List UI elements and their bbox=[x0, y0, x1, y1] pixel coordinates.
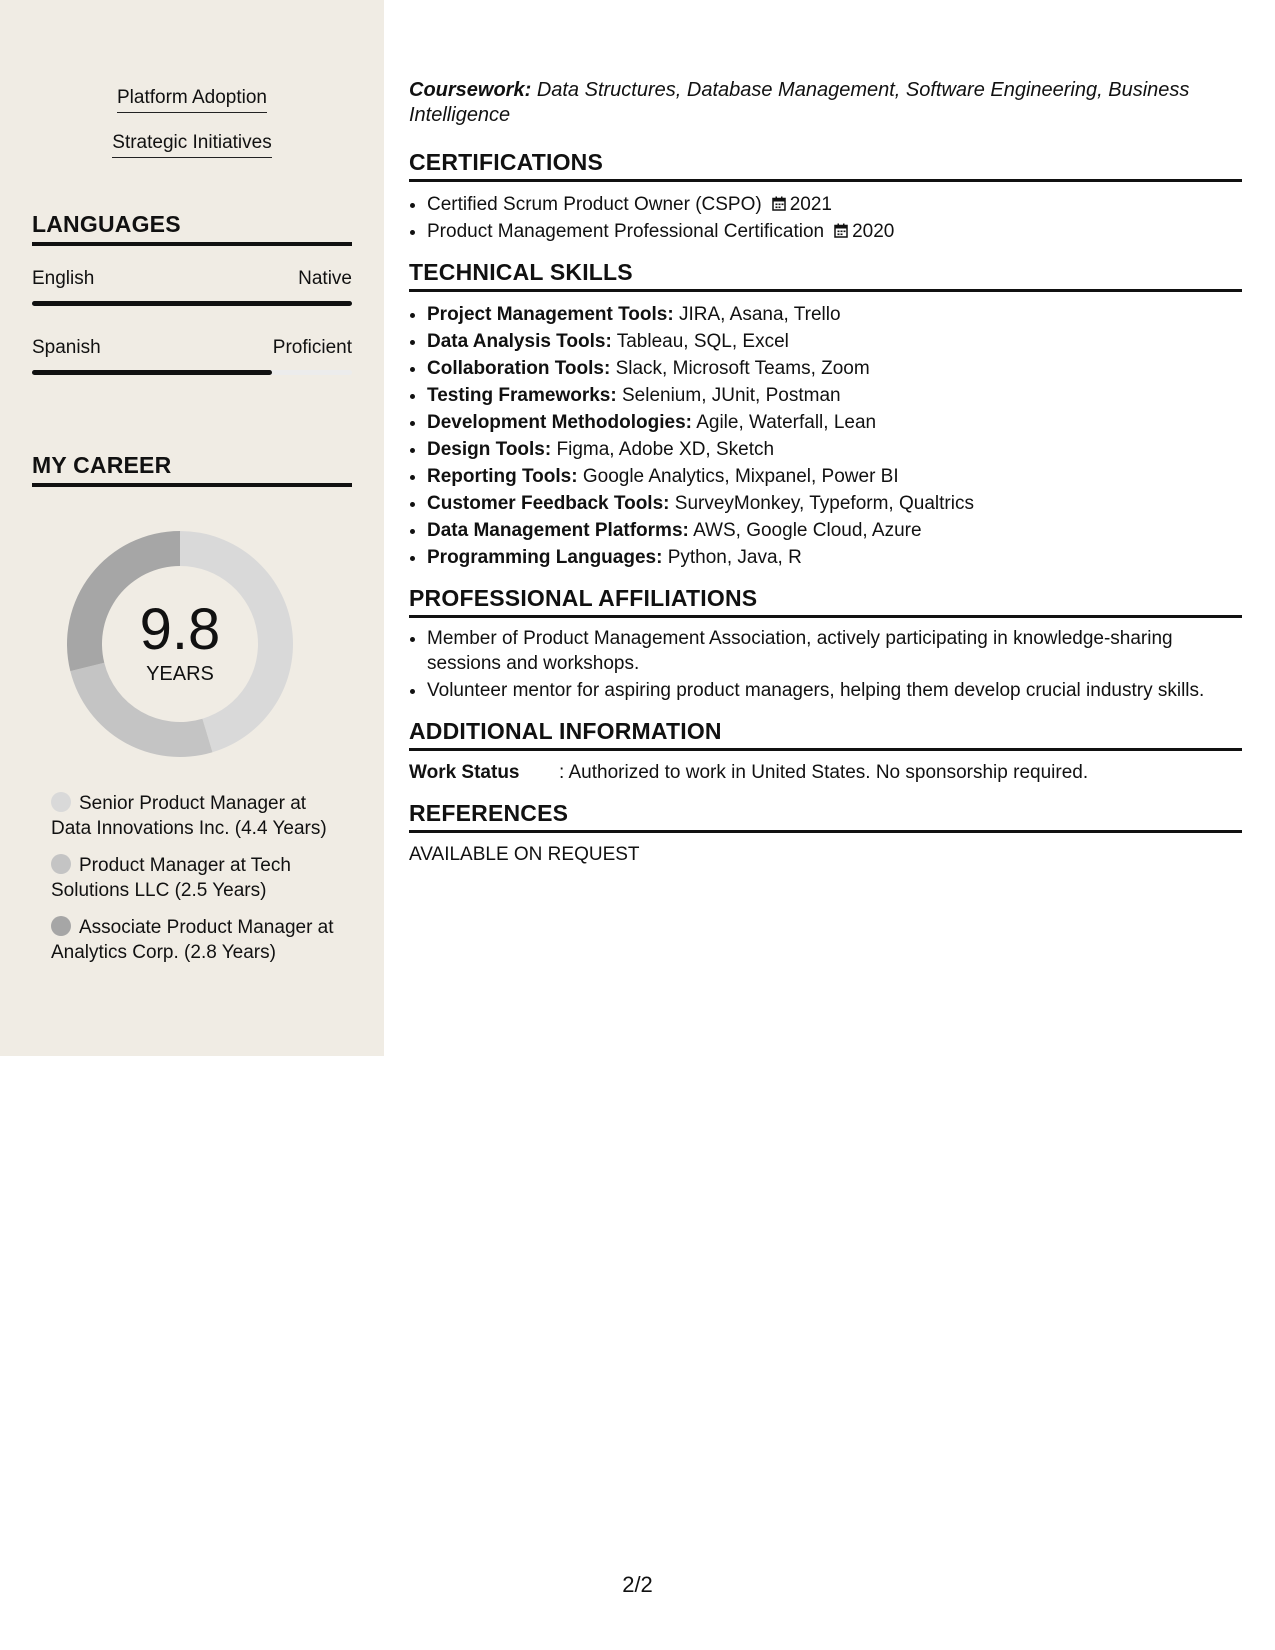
career-total bbox=[67, 598, 293, 686]
language-level: Proficient bbox=[272, 337, 352, 358]
main-content bbox=[409, 78, 1242, 868]
certification-year: 2020 bbox=[852, 221, 895, 242]
skill-item bbox=[427, 355, 1242, 382]
certifications-heading: CERTIFICATIONS bbox=[409, 149, 1242, 182]
certification-item bbox=[427, 218, 1242, 245]
career-label: Senior Product Manager at Data Innovations Inc. (4.4 Years) bbox=[51, 793, 327, 839]
skill-item bbox=[427, 409, 1242, 436]
career-total-number: 9.8 bbox=[139, 597, 221, 662]
legend-dot bbox=[51, 854, 71, 874]
skill-label: Collaboration Tools: bbox=[427, 358, 611, 379]
skill-tags bbox=[0, 86, 384, 176]
skill-value: Tableau, SQL, Excel bbox=[616, 331, 789, 352]
certification-year: 2021 bbox=[789, 194, 832, 215]
certification-name: Certified Scrum Product Owner (CSPO) bbox=[427, 194, 762, 215]
certification-name: Product Management Professional Certification bbox=[427, 221, 825, 242]
coursework-label: Coursework: bbox=[409, 79, 532, 101]
skill-value: Google Analytics, Mixpanel, Power BI bbox=[582, 466, 899, 487]
skill-label: Programming Languages: bbox=[427, 547, 663, 568]
coursework bbox=[409, 78, 1242, 127]
skill-value: JIRA, Asana, Trello bbox=[678, 304, 841, 325]
affiliation-item: • Volunteer mentor for aspiring product managers, helping them develop crucial industry skills. bbox=[427, 679, 1242, 704]
skill-value: Agile, Waterfall, Lean bbox=[696, 412, 877, 433]
career-total-unit: YEARS bbox=[146, 663, 214, 685]
affiliations-heading: PROFESSIONAL AFFILIATIONS bbox=[409, 585, 1242, 618]
skill-item bbox=[427, 517, 1242, 544]
calendar-icon bbox=[772, 196, 786, 211]
career-legend-item bbox=[51, 854, 341, 903]
certifications-list bbox=[409, 191, 1242, 245]
skill-label: Development Methodologies: bbox=[427, 412, 692, 433]
languages-heading: LANGUAGES bbox=[32, 211, 352, 246]
work-status-value: : Authorized to work in United States. No sponsorship required. bbox=[559, 761, 1089, 783]
technical-skills-heading: TECHNICAL SKILLS bbox=[409, 259, 1242, 292]
skill-label: Customer Feedback Tools: bbox=[427, 493, 670, 514]
skill-label: Design Tools: bbox=[427, 439, 552, 460]
skill-item bbox=[427, 328, 1242, 355]
skill-label: Data Management Platforms: bbox=[427, 520, 689, 541]
legend-dot bbox=[51, 916, 71, 936]
skill-label: Project Management Tools: bbox=[427, 304, 674, 325]
skill-tag: Strategic Initiatives bbox=[112, 131, 271, 158]
work-status-label: Work Status bbox=[409, 761, 520, 783]
technical-skills-list bbox=[409, 301, 1242, 571]
skill-item bbox=[427, 544, 1242, 571]
career-heading: MY CAREER bbox=[32, 452, 352, 487]
skill-item bbox=[427, 490, 1242, 517]
skill-value: SurveyMonkey, Typeform, Qualtrics bbox=[674, 493, 974, 514]
skill-value: Figma, Adobe XD, Sketch bbox=[556, 439, 775, 460]
career-label: Product Manager at Tech Solutions LLC (2.5 Years) bbox=[51, 855, 291, 901]
language-name: English bbox=[32, 268, 95, 289]
page-number: 2/2 bbox=[622, 1572, 653, 1597]
skill-value: Slack, Microsoft Teams, Zoom bbox=[615, 358, 870, 379]
skill-label: Testing Frameworks: bbox=[427, 385, 617, 406]
skill-item bbox=[427, 301, 1242, 328]
legend-dot bbox=[51, 792, 71, 812]
work-status-row bbox=[409, 760, 1242, 786]
career-legend bbox=[51, 792, 341, 978]
career-legend-item bbox=[51, 792, 341, 841]
affiliation-item: • Member of Product Management Association, actively participating in knowledge-sharing sessions and workshops. bbox=[427, 627, 1242, 676]
language-bar-fill bbox=[32, 301, 352, 306]
additional-info-heading: ADDITIONAL INFORMATION bbox=[409, 718, 1242, 751]
references-text: AVAILABLE ON REQUEST bbox=[409, 843, 640, 865]
skill-value: AWS, Google Cloud, Azure bbox=[693, 520, 922, 541]
coursework-text: Data Structures, Database Management, Software Engineering, Business Intelligence bbox=[409, 79, 1190, 126]
skill-label: Data Analysis Tools: bbox=[427, 331, 612, 352]
skill-label: Reporting Tools: bbox=[427, 466, 578, 487]
affiliations-list bbox=[409, 627, 1242, 704]
language-name: Spanish bbox=[32, 337, 101, 358]
skill-item bbox=[427, 436, 1242, 463]
career-legend-item bbox=[51, 916, 341, 965]
skill-tag: Platform Adoption bbox=[117, 86, 267, 113]
language-level: Native bbox=[298, 268, 352, 289]
language-bar bbox=[32, 301, 352, 306]
career-label: Associate Product Manager at Analytics Corp. (2.8 Years) bbox=[51, 917, 334, 963]
skill-value: Selenium, JUnit, Postman bbox=[621, 385, 841, 406]
references-heading: REFERENCES bbox=[409, 800, 1242, 833]
sidebar bbox=[0, 0, 384, 1056]
language-bar bbox=[32, 370, 352, 375]
language-bar-fill bbox=[32, 370, 272, 375]
skill-item bbox=[427, 463, 1242, 490]
skill-item bbox=[427, 382, 1242, 409]
calendar-icon bbox=[834, 223, 848, 238]
skill-value: Python, Java, R bbox=[667, 547, 802, 568]
certification-item bbox=[427, 191, 1242, 218]
